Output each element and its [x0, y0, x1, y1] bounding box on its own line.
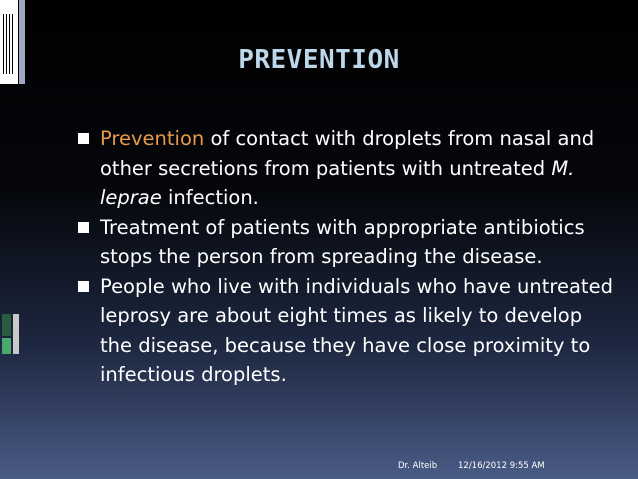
bullet-text-part: infection. — [161, 186, 259, 209]
decor-green-block — [2, 338, 11, 354]
square-bullet-icon — [78, 281, 89, 292]
square-bullet-icon — [78, 133, 89, 144]
bullet-item-1 — [78, 124, 618, 213]
bullet-item-2 — [78, 213, 618, 272]
footer-author: Dr. Alteib — [398, 461, 438, 471]
bullet-list — [78, 124, 618, 390]
highlight-word: Prevention — [100, 127, 205, 150]
bullet-text: People who live with individuals who have untreated leprosy are about eight times as likely to develop the disease, because they have close proximity to infectious droplets. — [100, 274, 613, 386]
square-bullet-icon — [78, 222, 89, 233]
bullet-item-3 — [78, 272, 618, 390]
footer-datetime: 12/16/2012 9:55 AM — [458, 461, 545, 471]
bullet-text: Treatment of patients with appropriate antibiotics stops the person from spreading the disease. — [100, 215, 585, 268]
decor-dark-green-block — [2, 314, 11, 336]
decor-gray-block — [13, 314, 19, 354]
italic-term: M. leprae — [100, 156, 575, 209]
bullet-text-part: of contact with droplets from nasal and other secretions from patients with untreated — [100, 127, 595, 180]
slide-title: PREVENTION — [238, 45, 400, 75]
decorative-mid-left-bar — [0, 314, 22, 356]
